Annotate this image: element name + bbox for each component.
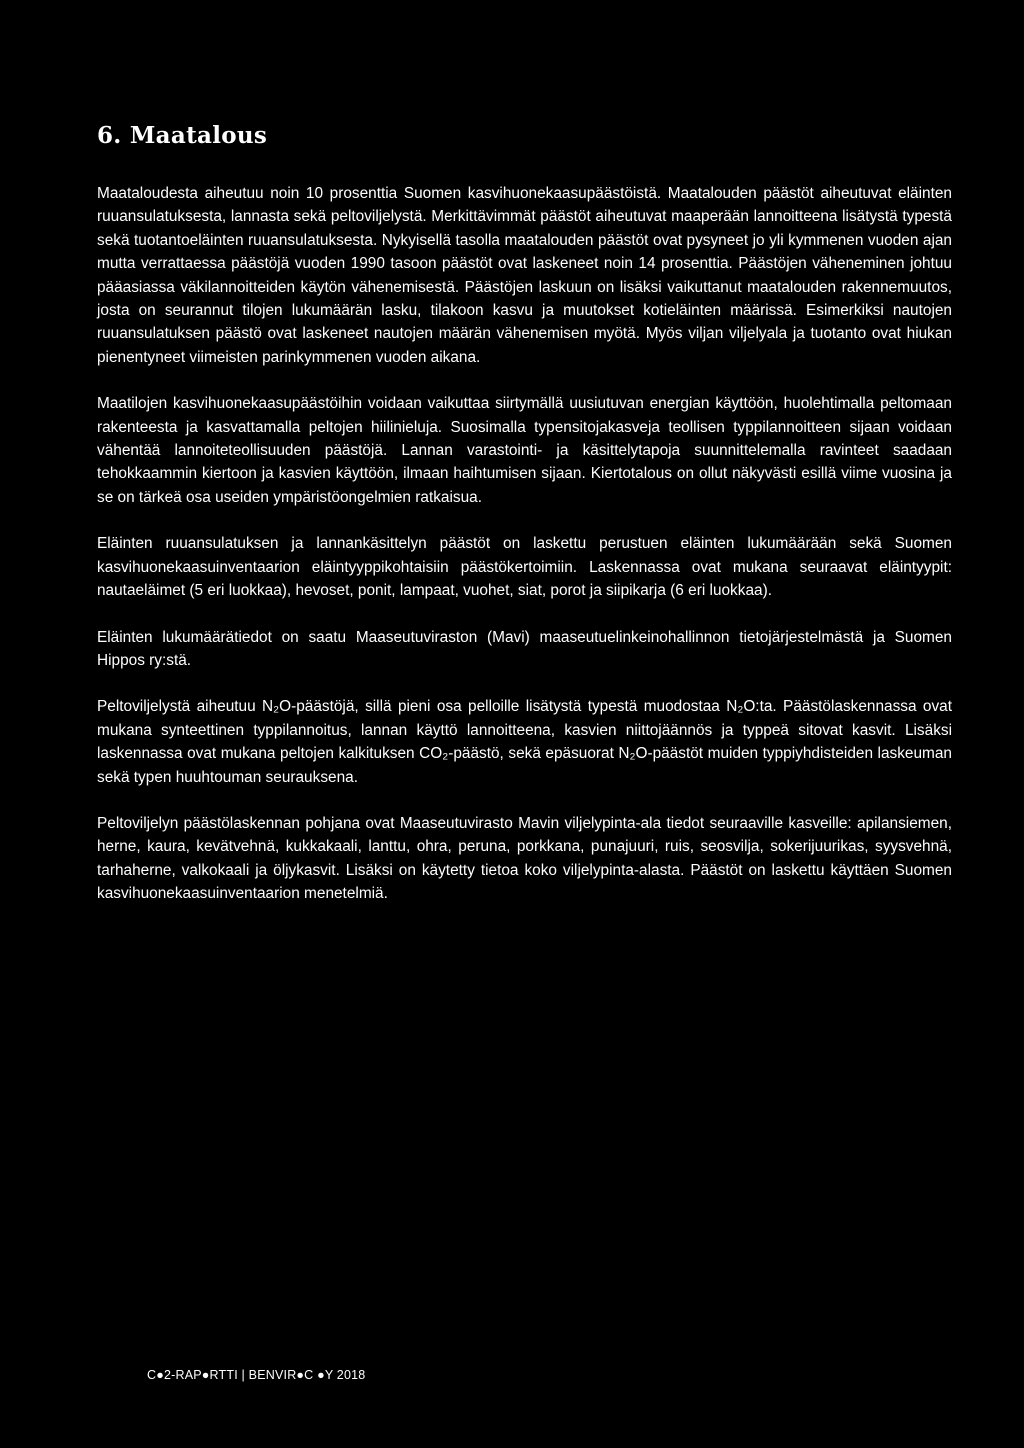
- paragraph-field-calculation-basis: Peltoviljelyn päästölaskennan pohjana ovat Maaseutuvirasto Mavin viljelypinta-ala tiedot seuraaville kasveille: apilansiemen, herne, kaura, kevätvehnä, kukkakaali, lanttu, ohra, peruna, porkkana, punajuuri, ruis, seosvilja, sokerijuurikas, syysvehnä, tarhaherne, valkokaali ja öljykasvit. Lisäksi on käytetty tietoa koko viljelypinta-alasta. Päästöt on laskettu käyttäen Suomen kasvihuonekaasuinventaarion menetelmiä.: [97, 814, 952, 903]
- body-text: [97, 182, 952, 929]
- page-footer: C●2-RAP●RTTI | BENVIR●C ●Y 2018: [147, 1368, 366, 1382]
- paragraph-emissions-overview: Maataloudesta aiheutuu noin 10 prosenttia Suomen kasvihuonekaasupäästöistä. Maatalouden päästöt aiheutuvat eläinten ruuansulatuksesta, lannasta sekä peltoviljelystä. Merkittävimmät päästöt aiheutuvat maaperään lannoitteena lisätystä typestä sekä tuotantoeläinten ruuansulatuksesta. Nykyisellä tasolla maatalouden päästöt ovat pysyneet jo yli kymmenen vuoden ajan mutta verrattaessa päästöjä vuoden 1990 tasoon päästöt ovat laskeneet noin 14 prosenttia. Päästöjen väheneminen johtuu pääasiassa väkilannoitteiden käytön vähenemisestä. Päästöjen laskuun on lisäksi vaikuttanut maatalouden rakennemuutos, josta on seurannut tilojen lukumäärän lasku, tilakoon kasvu ja muutokset kotieläinten määrissä. Esimerkiksi nautojen ruuansulatuksen päästö ovat laskeneet nautojen määrän vähenemisen myötä. Myös viljan viljelyala ja tuotanto ovat hiukan pienentyneet viimeisten parinkymmenen vuoden aikana.: [97, 185, 952, 366]
- paragraph-animal-emissions-method: Eläinten ruuansulatuksen ja lannankäsittelyn päästöt on laskettu perustuen eläinten lukumäärään sekä Suomen kasvihuonekaasuinventaarion eläintyyppikohtaisiin päästökertoimiin. Laskennassa ovat mukana seuraavat eläintyypit: nautaeläimet (5 eri luokkaa), hevoset, ponit, lampaat, vuohet, siat, porot ja siipikarja (6 eri luokkaa).: [97, 535, 952, 600]
- paragraph-reduction-measures: Maatilojen kasvihuonekaasupäästöihin voidaan vaikuttaa siirtymällä uusiutuvan energian käyttöön, huolehtimalla peltomaan rakenteesta ja kasvattamalla peltojen hiilinieluja. Suosimalla typensitojakasveja teollisen typpilannoitteen sijaan voidaan vähentää lannoiteteollisuuden päästöjä. Lannan varastointi- ja käsittelytapoja suunnittelemalla ravinteet saadaan tehokkaammin kiertoon ja kasvien käyttöön, ilmaan haihtumisen sijaan. Kiertotalous on ollut näkyvästi esillä viime vuosina ja se on tärkeä osa useiden ympäristöongelmien ratkaisua.: [97, 395, 952, 506]
- paragraph-field-n2o-emissions: Peltoviljelystä aiheutuu N₂O-päästöjä, sillä pieni osa pelloille lisätystä typestä muodostaa N₂O:ta. Päästölaskennassa ovat mukana synteettinen typpilannoitus, lannan käyttö lannoitteena, kasvien niittojäännös ja typpeä sitovat kasvit. Lisäksi laskennassa ovat mukana peltojen kalkituksen CO₂-päästö, sekä epäsuorat N₂O-päästöt muiden typpiyhdisteiden laskeuman sekä typen huuhtouman seurauksena.: [97, 698, 952, 786]
- section-title: 6. Maatalous: [97, 122, 268, 149]
- paragraph-animal-data-sources: Eläinten lukumäärätiedot on saatu Maaseutuviraston (Mavi) maaseutuelinkeinohallinnon tietojärjestelmästä ja Suomen Hippos ry:stä.: [97, 628, 952, 669]
